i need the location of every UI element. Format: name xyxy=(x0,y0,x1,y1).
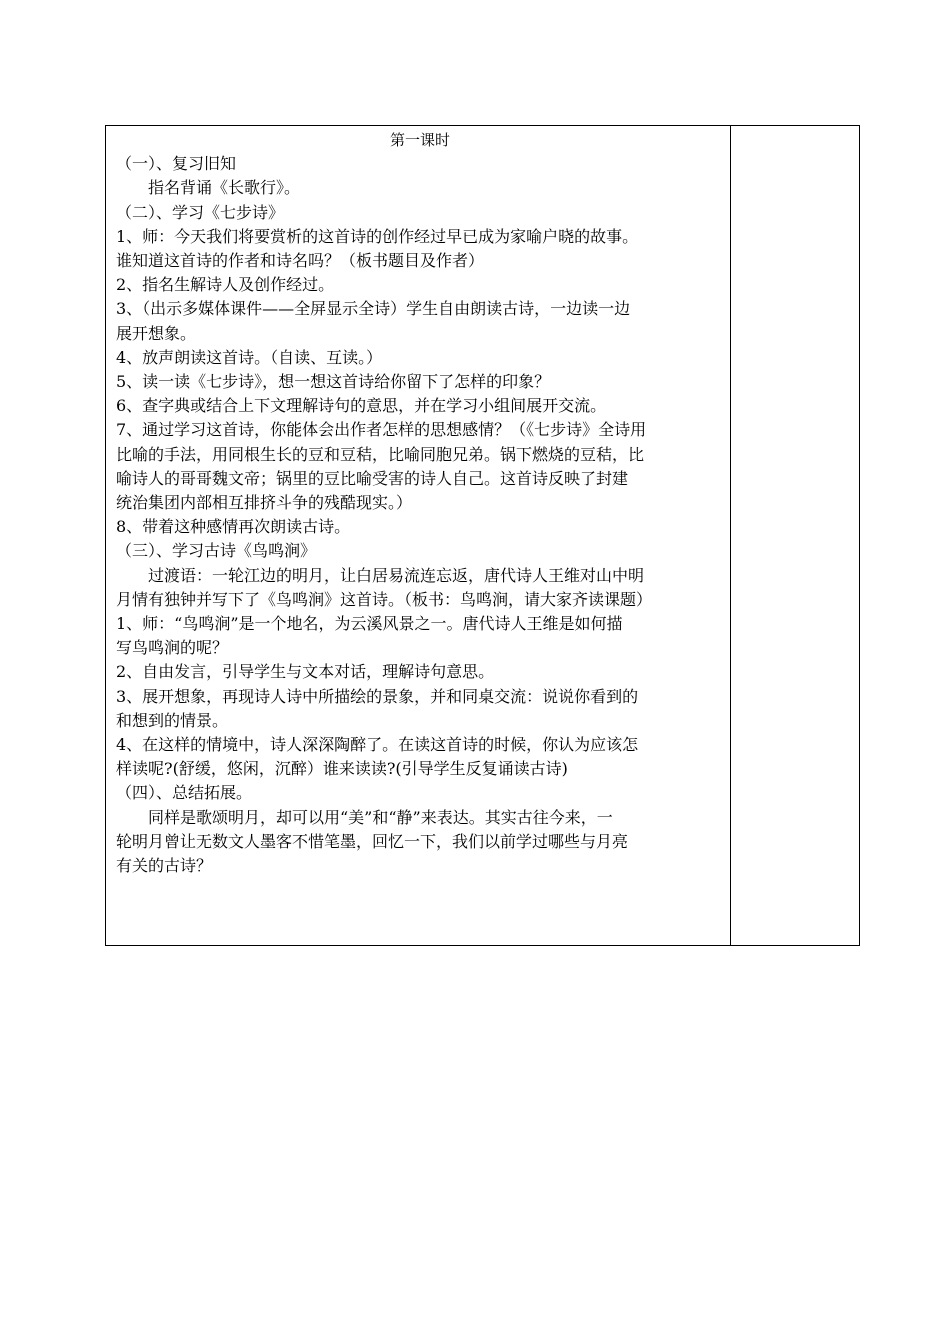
text-line: 同样是歌颂明月，却可以用“美”和“静”来表达。其实古往今来，一 xyxy=(148,807,613,827)
lesson-title: 第一课时 xyxy=(389,131,450,149)
text-line: 指名背诵《长歌行》。 xyxy=(148,178,301,198)
text-line: 7、通过学习这首诗，你能体会出作者怎样的思想感情？（《七步诗》全诗用 xyxy=(116,420,647,440)
notes-cell xyxy=(731,126,859,945)
text-line: 喻诗人的哥哥魏文帝；锅里的豆比喻受害的诗人自己。这首诗反映了封建 xyxy=(116,468,629,488)
text-line: 8、带着这种感情再次朗读古诗。 xyxy=(116,517,351,537)
text-line: 3、（出示多媒体课件——全屏显示全诗）学生自由朗读古诗，一边读一边 xyxy=(116,299,631,319)
text-line: 5、读一读《七步诗》，想一想这首诗给你留下了怎样的印象？ xyxy=(116,372,551,392)
text-line: 和想到的情景。 xyxy=(116,710,229,730)
text-line: 写鸟鸣涧的呢？ xyxy=(116,638,229,658)
text-line: 3、展开想象，再现诗人诗中所描绘的景象，并和同桌交流：说说你看到的 xyxy=(116,686,639,706)
text-line: 轮明月曾让无数文人墨客不惜笔墨，回忆一下，我们以前学过哪些与月亮 xyxy=(116,831,629,851)
text-line: 1、师：“鸟鸣涧”是一个地名，为云溪风景之一。唐代诗人王维是如何描 xyxy=(116,614,623,634)
text-line: （四）、总结拓展。 xyxy=(116,783,253,803)
text-line: （三）、学习古诗《鸟鸣涧》 xyxy=(116,541,317,561)
lesson-content-cell xyxy=(106,126,731,945)
text-line: 4、在这样的情境中，诗人深深陶醉了。在读这首诗的时候，你认为应该怎 xyxy=(116,735,639,755)
text-line: 2、自由发言，引导学生与文本对话，理解诗句意思。 xyxy=(116,662,495,682)
lesson-body xyxy=(116,152,724,878)
text-line: （一）、复习旧知 xyxy=(116,154,237,174)
text-line: 展开想象。 xyxy=(116,323,197,343)
text-line: 4、放声朗读这首诗。（自读、互读。） xyxy=(116,347,383,367)
text-line: 样读呢?(舒缓，悠闲，沉醉）谁来读读?(引导学生反复诵读古诗) xyxy=(116,759,568,779)
text-line: 月情有独钟并写下了《鸟鸣涧》这首诗。（板书：鸟鸣涧，请大家齐读课题） xyxy=(116,589,653,609)
text-line: 过渡语：一轮江边的明月，让白居易流连忘返，唐代诗人王维对山中明 xyxy=(148,565,645,585)
text-line: （二）、学习《七步诗》 xyxy=(116,202,285,222)
text-line: 统治集团内部相互排挤斗争的残酷现实。） xyxy=(116,493,413,513)
text-line: 1、师：今天我们将要赏析的这首诗的创作经过早已成为家喻户晓的故事。 xyxy=(116,226,639,246)
text-line: 6、查字典或结合上下文理解诗句的意思，并在学习小组间展开交流。 xyxy=(116,396,607,416)
text-line: 比喻的手法，用同根生长的豆和豆秸，比喻同胞兄弟。锅下燃烧的豆秸，比 xyxy=(116,444,645,464)
lesson-table xyxy=(105,125,860,946)
text-line: 2、指名生解诗人及创作经过。 xyxy=(116,275,335,295)
text-line: 有关的古诗？ xyxy=(116,856,213,876)
text-line: 谁知道这首诗的作者和诗名吗？（板书题目及作者） xyxy=(116,251,485,271)
